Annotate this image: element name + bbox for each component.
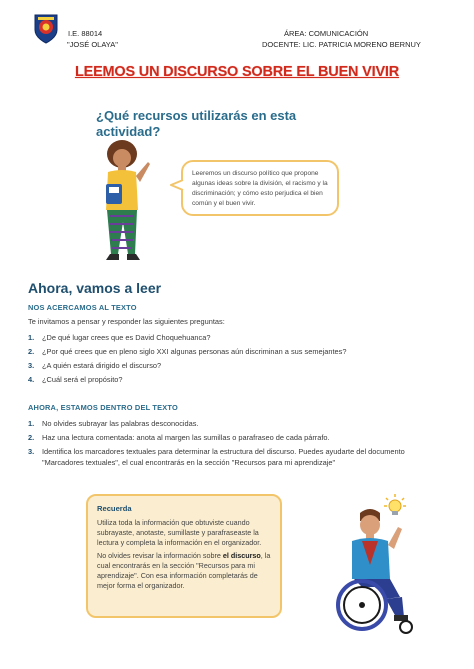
list-item xyxy=(28,346,448,357)
list-item xyxy=(28,418,448,429)
list-item-text: Haz una lectura comentada: anota al margen las sumillas o parafraseo de cada párrafo. xyxy=(42,433,330,442)
steps-list xyxy=(28,418,448,471)
recuerda-p2-start: No olvides revisar la información sobre xyxy=(97,551,223,561)
teacher-label: DOCENTE: LIC. PATRICIA MORENO BERNUY xyxy=(262,40,421,49)
list-item-text: No olvides subrayar las palabras desconocidas. xyxy=(42,419,199,428)
approach-intro: Te invitamos a pensar y responder las siguientes preguntas: xyxy=(28,317,225,326)
list-item xyxy=(28,446,448,468)
list-number: 1. xyxy=(28,333,35,342)
list-number: 3. xyxy=(28,361,35,370)
read-section-heading: Ahora, vamos a leer xyxy=(28,280,162,296)
list-item-text: Identifica los marcadores textuales para determinar la estructura del discurso. Puedes ayudarte del documento "Marcadores textuales", el cual encontrarás en la sección "Recursos para mi aprendizaje" xyxy=(42,447,405,467)
resources-heading: ¿Qué recursos utilizarás en esta actividad? xyxy=(96,108,297,139)
list-number: 1. xyxy=(28,419,35,428)
speech-bubble xyxy=(181,160,339,216)
list-item-text: ¿Cuál será el propósito? xyxy=(42,375,123,384)
list-item-text: ¿A quién estará dirigido el discurso? xyxy=(42,361,162,370)
recuerda-paragraph-2 xyxy=(97,551,271,590)
recuerda-box xyxy=(86,494,282,618)
list-item xyxy=(28,374,448,385)
page-title: LEEMOS UN DISCURSO SOBRE EL BUEN VIVIR xyxy=(74,64,400,80)
list-number: 2. xyxy=(28,347,35,356)
list-number: 3. xyxy=(28,447,35,456)
inside-heading: AHORA, ESTAMOS DENTRO DEL TEXTO xyxy=(28,403,178,412)
school-code: I.E. 88014 xyxy=(68,29,103,38)
list-item xyxy=(28,432,448,443)
list-number: 4. xyxy=(28,375,35,384)
student-wheelchair-illustration xyxy=(326,505,426,637)
area-label: ÁREA: COMUNICACIÓN xyxy=(284,29,369,38)
list-item-text: ¿De qué lugar crees que es David Choquehuanca? xyxy=(42,333,211,342)
speech-bubble-text: Leeremos un discurso político que propone algunas ideas sobre la división, el racismo y la discriminación; y cómo esto perjudica el bien común y el buen vivir. xyxy=(192,170,328,207)
school-name: "JOSÉ OLAYA" xyxy=(67,40,118,49)
student-woman-illustration xyxy=(88,136,158,268)
approach-heading: NOS ACERCAMOS AL TEXTO xyxy=(28,303,137,312)
list-item xyxy=(28,360,448,371)
list-item xyxy=(28,332,448,343)
recuerda-title: Recuerda xyxy=(97,504,132,513)
recuerda-p2-end: , la cual encontrarás en la sección "Recursos para mi aprendizaje". Con esa información completarás de mejor forma el organizador. xyxy=(97,551,271,590)
list-number: 2. xyxy=(28,433,35,442)
recuerda-p2-bold: el discurso xyxy=(222,551,261,561)
recuerda-paragraph-1: Utiliza toda la información que obtuviste cuando subrayaste, anotaste, sumillaste y parafraseaste la lectura y completa la información en el organizador. xyxy=(97,518,262,547)
school-logo xyxy=(32,13,60,45)
question-list xyxy=(28,332,448,388)
list-item-text: ¿Por qué crees que en pleno siglo XXI algunas personas aún discriminan a sus semejantes? xyxy=(42,347,347,356)
bubble-tail xyxy=(170,178,184,192)
